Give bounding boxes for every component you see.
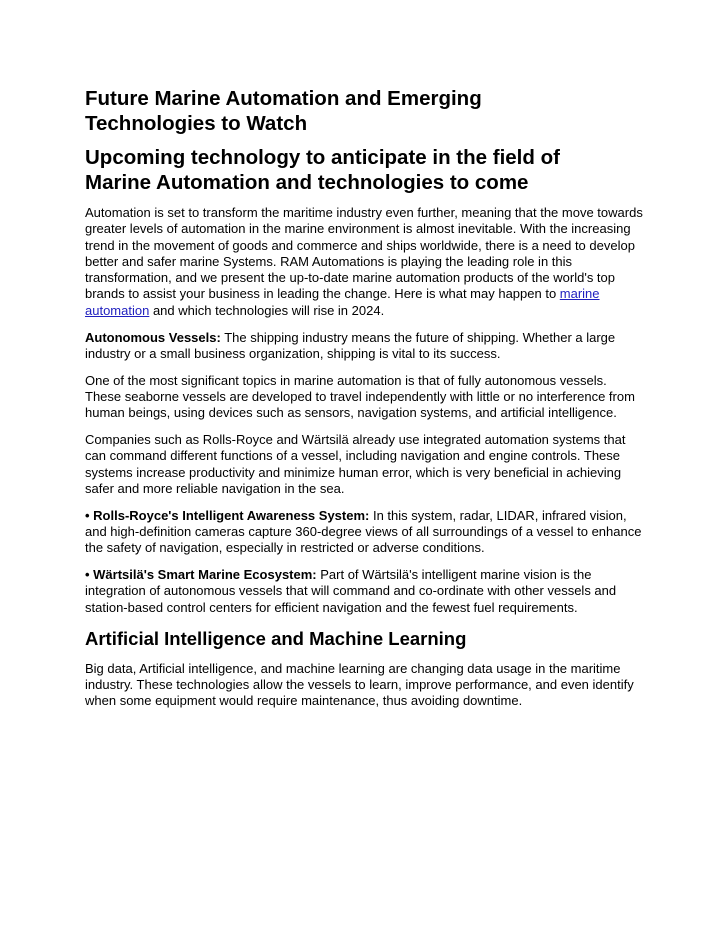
autonomous-paragraph bbox=[85, 330, 645, 363]
document-subtitle: Upcoming technology to anticipate in the field of Marine Automation and technologies to come bbox=[85, 146, 560, 194]
intro-paragraph bbox=[85, 205, 645, 319]
ai-heading: Artificial Intelligence and Machine Learning bbox=[85, 627, 467, 649]
companies-paragraph: Companies such as Rolls-Royce and Wärtsilä already use integrated automation systems that can command different functions of a vessel, including navigation and engine controls. These systems increase productivity and minimize human error, which is very beneficial in achieving safer and more reliable navigation in the sea. bbox=[85, 432, 626, 496]
rolls-royce-label: • Rolls-Royce's Intelligent Awareness System: bbox=[85, 507, 370, 523]
wartsila-text: Part of Wärtsilä's intelligent marine vision is the integration of autonomous vessels that will command and co-ordinate with other vessels and station-based control centers for efficient navigation and the fewest fuel requirements. bbox=[85, 567, 617, 615]
topics-paragraph: One of the most significant topics in marine automation is that of fully autonomous vessels. These seaborne vessels are developed to travel independently with little or no interference from human beings, using devices such as sensors, navigation systems, and artificial intelligence. bbox=[85, 372, 635, 421]
document-title: Future Marine Automation and Emerging Technologies to Watch bbox=[85, 87, 482, 135]
autonomous-label: Autonomous Vessels: bbox=[85, 329, 221, 345]
intro-text: Automation is set to transform the maritime industry even further, meaning that the move towards greater levels of automation in the marine environment is almost inevitable. With the increasing trend in the movement of goods and commerce and ships worldwide, there is a need to develop better and safer marine Systems. RAM Automations is playing the leading role in this transformation, and we present the up-to-date marine automation products of the world's top brands to assist your business in leading the change. Here is what may happen to bbox=[85, 205, 643, 302]
document-page bbox=[85, 86, 645, 720]
rolls-royce-text: In this system, radar, LIDAR, infrared vision, and high-definition cameras capture 360-degree views of all surroundings of a vessel to enhance the safety of navigation, especially in restricted or adverse conditions. bbox=[85, 507, 642, 556]
wartsila-label: • Wärtsilä's Smart Marine Ecosystem: bbox=[85, 567, 317, 583]
wartsila-bullet bbox=[85, 567, 645, 616]
ai-paragraph: Big data, Artificial intelligence, and machine learning are changing data usage in the maritime industry. These technologies allow the vessels to learn, improve performance, and even identify when some equipment would require maintenance, thus avoiding downtime. bbox=[85, 660, 634, 709]
rolls-royce-bullet bbox=[85, 508, 645, 557]
intro-text-end: and which technologies will rise in 2024. bbox=[149, 302, 385, 318]
autonomous-text: The shipping industry means the future of shipping. Whether a large industry or a small business organization, shipping is vital to its success. bbox=[85, 329, 616, 361]
marine-automation-link[interactable]: marine automation bbox=[85, 286, 600, 318]
